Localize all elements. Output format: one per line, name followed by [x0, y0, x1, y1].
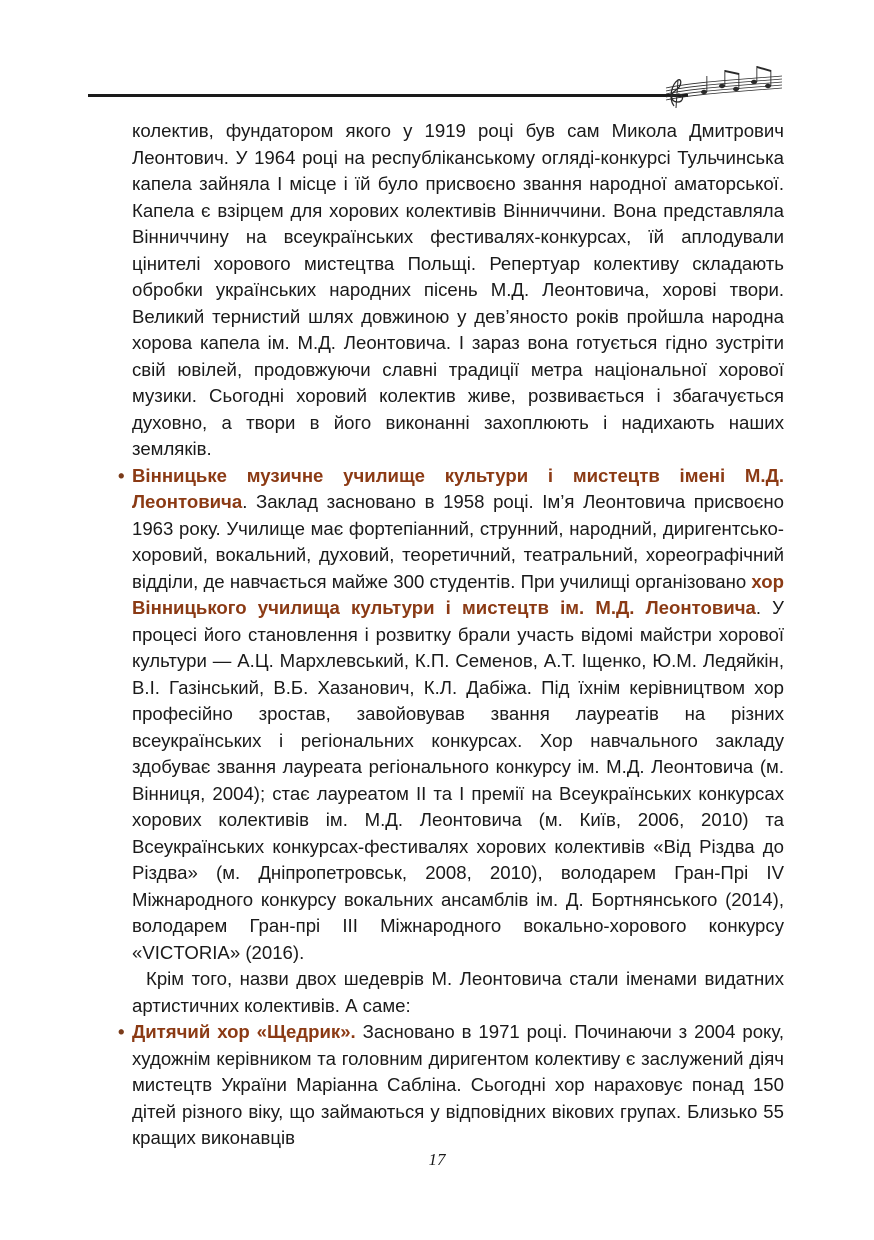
item-text: . Заклад засновано в 1958 році. Ім’я Леонтовича присвоєно 1963 року. Училище має фортепіанний, струнний, народний, диригентсько-хоровий, вокальний, духовий, теоретичний, театральний, хореографічний відділи, де навчається майже 300 студентів. При училищі організовано — [132, 491, 784, 592]
list-item-vinnytsia-college — [88, 463, 784, 967]
bullet-icon: • — [118, 464, 125, 486]
page-number: 17 — [428, 1150, 446, 1169]
item-title: Дитячий хор «Щедрик». — [132, 1021, 356, 1042]
between-paragraph: Крім того, назви двох шедеврів М. Леонтовича стали іменами видатних артистичних колективів. А саме: — [132, 968, 784, 1016]
bullet-icon: • — [118, 1021, 125, 1042]
item-text: Засновано в 1971 році. Починаючи з 2004 року, художнім керівником та головним диригентом колективу є заслужений діяч мистецтв України Маріанна Сабліна. Сьогодні хор нараховує понад 150 дітей різного віку, що займаються у відповідних вікових групах. Близько 55 кращих виконавців — [132, 1021, 784, 1148]
list-item-shchedryk-choir — [88, 1019, 784, 1152]
header-rule — [88, 94, 688, 97]
item-title: Вінницьке музичне училище культури і мистецтв імені М.Д. Леонтовича — [132, 464, 784, 512]
continuation-paragraph: колектив, фундатором якого у 1919 році був сам Микола Дмитрович Леонтович. У 1964 році на республіканському огляді-конкурсі Тульчинська капела зайняла І місце і їй було присвоєно звання народної аматорської. Капела є взірцем для хорових колективів Вінниччини. Вона представляла Вінниччину на всеукраїнських фестивалях-конкурсах, їй аплодували цінителі хорового мистецтва Польщі. Репертуар колективу складають обробки українських народних пісень М.Д. Леонтовича, хорові твори. Великий тернистий шлях довжиною у дев’яносто років пройшла народна хорова капела ім. М.Д. Леонтовича. І зараз вона готується гідно зустріти свій ювілей, продовжуючи славні традиції метра національної хорової музики. Сьогодні хоровий колектив живе, розвивається і збагачується духовно, а твори в його виконанні захоплюють і надихають наших земляків. — [132, 120, 784, 459]
music-staff-ornament-icon — [664, 62, 788, 110]
item-highlight: хор Вінницького училища культури і мистецтв ім. М.Д. Леонтовича — [132, 570, 784, 618]
main-text — [88, 118, 784, 1152]
item-text-continued: . У процесі його становлення і розвитку брали участь відомі майстри хорової культури — А.Ц. Мархлевський, К.П. Семенов, А.Т. Іщенко, Ю.М. Ледяйкін, В.І. Газінський, В.Б. Хазанович, К.Л. Дабіжа. Під їхнім керівництвом хор професійно зростав, завойовував звання лауреатів на різних всеукраїнських і регіональних конкурсах. Хор навчального закладу здобуває звання лауреата регіонального конкурсу ім. М.Д. Леонтовича (м. Вінниця, 2004); стає лауреатом ІІ та І премії на Всеукраїнських конкурсах хорових колективів ім. М.Д. Леонтовича (м. Київ, 2006, 2010) та Всеукраїнських конкурсах-фестивалях хорових колективів «Від Різдва до Різдва» (м. Дніпропетровськ, 2008, 2010), володарем Гран-Прі IV Міжнародного конкурсу вокальних ансамблів ім. Д. Бортнянського (2014), володарем Гран-прі ІІІ Міжнародного вокально-хорового конкурсу «VICTORIA» (2016). — [132, 597, 784, 963]
